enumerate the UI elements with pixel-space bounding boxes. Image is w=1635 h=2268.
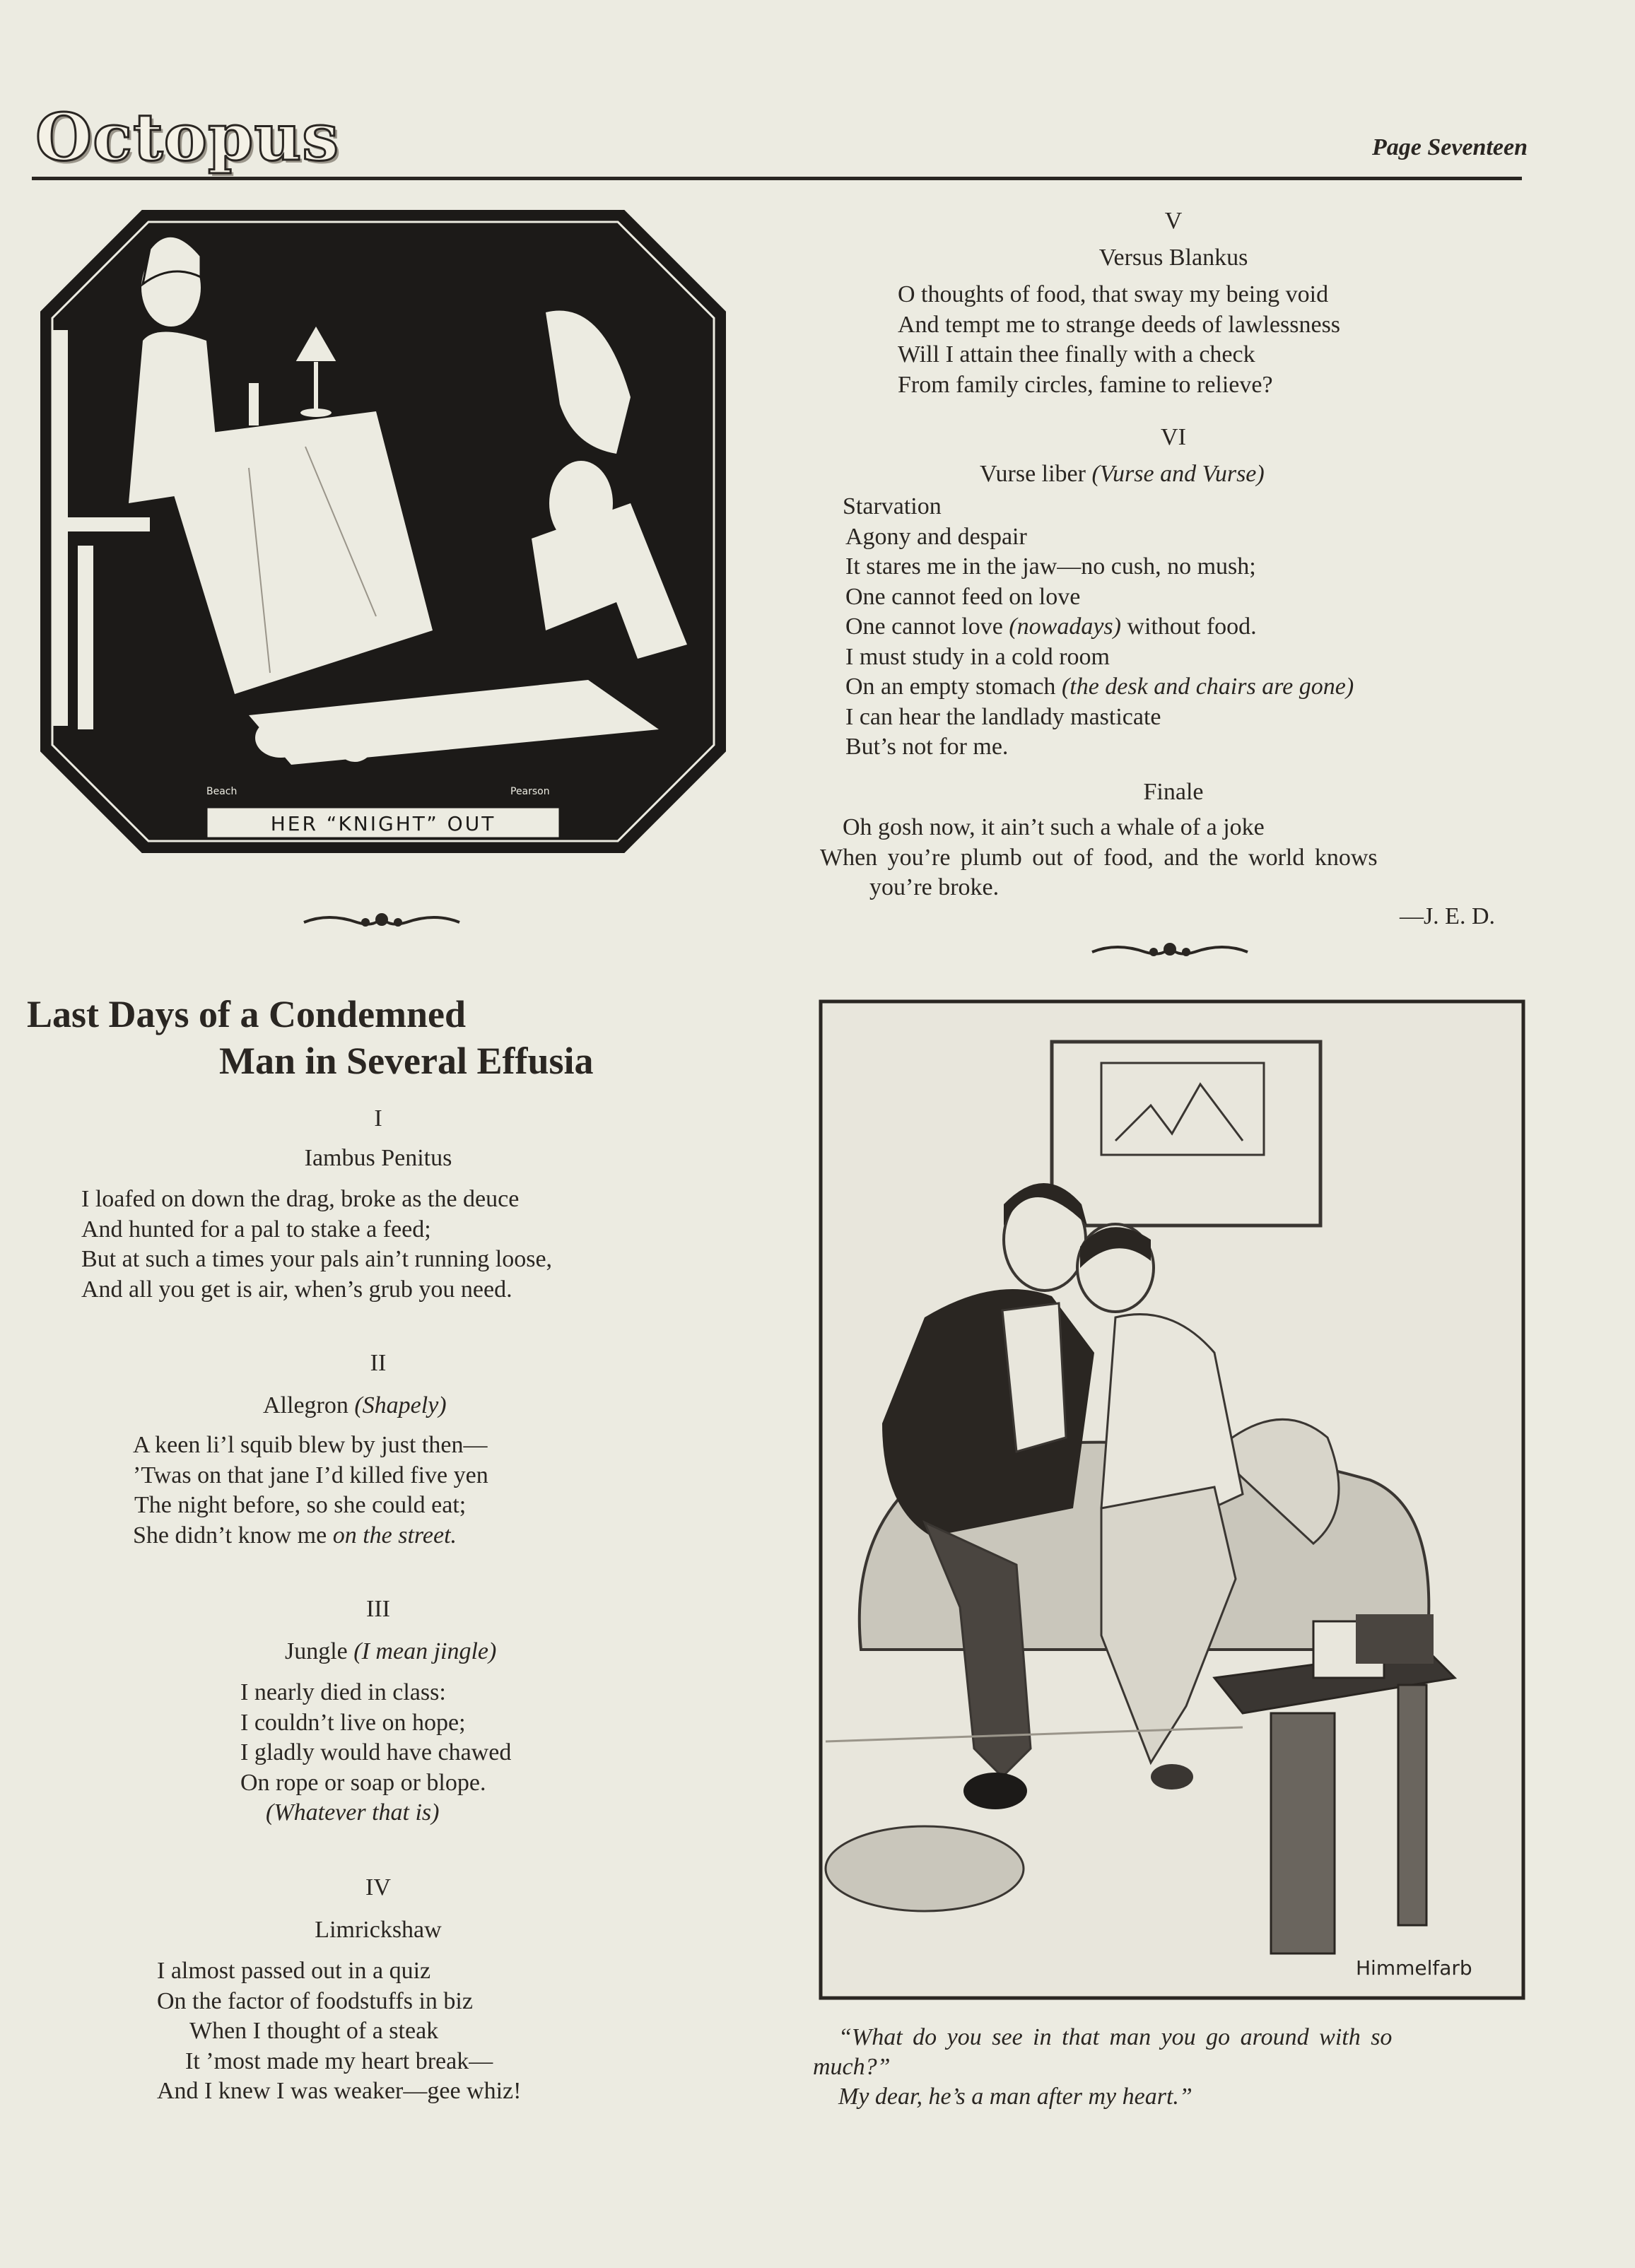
verse-line: It ’most made my heart break—: [185, 2047, 493, 2074]
verse-line: On the factor of foodstuffs in biz: [157, 1987, 473, 2014]
verse-line: I almost passed out in a quiz: [157, 1958, 431, 1984]
page-number: Page Seventeen: [1372, 134, 1528, 160]
verse-line: On rope or soap or blope.: [240, 1769, 486, 1796]
header-rule: [32, 177, 1522, 180]
verse-line: I couldn’t live on hope;: [240, 1709, 466, 1736]
finale-stanza: [820, 813, 1378, 903]
verse-line: The night before, so she could eat;: [134, 1492, 467, 1518]
section-5-stanza: [898, 280, 1340, 400]
verse-text: On an empty stomach: [845, 674, 1056, 700]
caption-line: much?”: [813, 2054, 891, 2080]
cartoon-her-knight-out: [37, 206, 729, 857]
verse-line: A keen li’l squib blew by just then—: [133, 1432, 488, 1458]
section-5-numeral: V: [1164, 208, 1183, 234]
caption-line: “What do you see in that man you go around with so: [838, 2024, 1393, 2050]
verse-line: I gladly would have chawed: [240, 1739, 512, 1765]
section-3-stanza: [240, 1678, 511, 1828]
poem-title: [27, 991, 594, 1084]
section-3-heading: [285, 1637, 496, 1667]
verse-line: Starvation: [843, 493, 942, 519]
section-2-numeral: II: [370, 1350, 387, 1376]
masthead-logo: Octopus: [35, 99, 340, 175]
section-2-heading-note: (Shapely): [354, 1392, 447, 1418]
section-2-heading-text: Allegron: [263, 1392, 348, 1418]
artist-signature: Himmelfarb: [1356, 1956, 1472, 1980]
verse-italic: (nowadays): [1009, 613, 1121, 640]
section-3-heading-text: Jungle: [285, 1638, 348, 1664]
section-5-heading: Versus Blankus: [1098, 245, 1248, 271]
verse-line: One cannot feed on love: [845, 583, 1081, 610]
verse-line: When you’re plumb out of food, and the world knows: [820, 844, 1378, 871]
cartoon-caption-block: [813, 2023, 1527, 2112]
verse-line: When I thought of a steak: [189, 2018, 439, 2044]
floor-cushion: [826, 1826, 1024, 1911]
verse-text: One cannot love: [845, 613, 1003, 640]
verse-line: ’Twas on that jane I’d killed five yen: [133, 1462, 488, 1488]
poem-title-line1: Last Days of a Condemned: [27, 993, 467, 1035]
ornament-divider-right: [1089, 936, 1251, 965]
author-signature: —J. E. D.: [1399, 903, 1495, 929]
section-6-stanza: [843, 492, 1354, 763]
section-4-heading: Limrickshaw: [315, 1917, 442, 1943]
section-6-heading: [980, 459, 1265, 489]
verse-line: O thoughts of food, that sway my being void: [898, 281, 1329, 307]
verse-line: And hunted for a pal to stake a feed;: [81, 1216, 431, 1242]
verse-line: Agony and despair: [845, 523, 1027, 550]
cartoon-caption: HER “KNIGHT” OUT: [270, 812, 496, 835]
section-6-heading-note: (Vurse and Vurse): [1091, 461, 1265, 487]
section-6-heading-text: Vurse liber: [980, 461, 1086, 487]
finale-heading: Finale: [1143, 779, 1204, 805]
verse-line-text: She didn’t know me: [133, 1522, 327, 1549]
verse-aside: (Whatever that is): [266, 1799, 440, 1826]
verse-line: But at such a times your pals ain’t running loose,: [81, 1246, 553, 1272]
verse-line: Oh gosh now, it ain’t such a whale of a joke: [843, 814, 1265, 840]
ornament-divider-left: [300, 907, 463, 935]
verse-line: I nearly died in class:: [240, 1679, 446, 1705]
section-3-heading-note: (I mean jingle): [353, 1638, 497, 1664]
verse-line: [843, 672, 1354, 703]
section-6-numeral: VI: [1161, 424, 1186, 450]
section-1-stanza: [81, 1185, 552, 1305]
verse-italic: (the desk and chairs are gone): [1061, 674, 1354, 700]
verse-line: I must study in a cold room: [845, 643, 1110, 670]
verse-line: [133, 1521, 488, 1551]
verse-text: without food.: [1127, 613, 1257, 640]
verse-line: you’re broke.: [869, 874, 1000, 900]
section-2-heading: [263, 1391, 447, 1421]
caption-line: My dear, he’s a man after my heart.”: [838, 2084, 1192, 2110]
poem-title-line2: Man in Several Effusia: [219, 1040, 594, 1082]
verse-line: From family circles, famine to relieve?: [898, 371, 1273, 398]
signature-left: Beach: [206, 786, 238, 797]
verse-line: And I knew I was weaker—gee whiz!: [157, 2078, 522, 2104]
verse-line: Will I attain thee finally with a check: [898, 341, 1255, 368]
section-4-numeral: IV: [365, 1874, 391, 1900]
verse-line: [843, 612, 1354, 642]
signature-right: Pearson: [510, 786, 550, 797]
section-1-heading: Iambus Penitus: [304, 1145, 452, 1171]
section-1-numeral: I: [374, 1105, 382, 1132]
section-3-numeral: III: [366, 1596, 390, 1622]
cartoon-couple-on-sofa: [819, 999, 1525, 2000]
verse-line: I loafed on down the drag, broke as the deuce: [81, 1186, 520, 1212]
verse-line: It stares me in the jaw—no cush, no mush;: [845, 553, 1256, 580]
verse-line: I can hear the landlady masticate: [845, 703, 1161, 730]
verse-line: And all you get is air, when’s grub you need.: [81, 1276, 512, 1303]
section-2-stanza: [133, 1430, 488, 1551]
verse-line: And tempt me to strange deeds of lawlessness: [898, 311, 1341, 338]
verse-line: But’s not for me.: [845, 734, 1009, 760]
section-4-stanza: [157, 1956, 521, 2107]
verse-line-italic: on the street.: [332, 1522, 457, 1549]
